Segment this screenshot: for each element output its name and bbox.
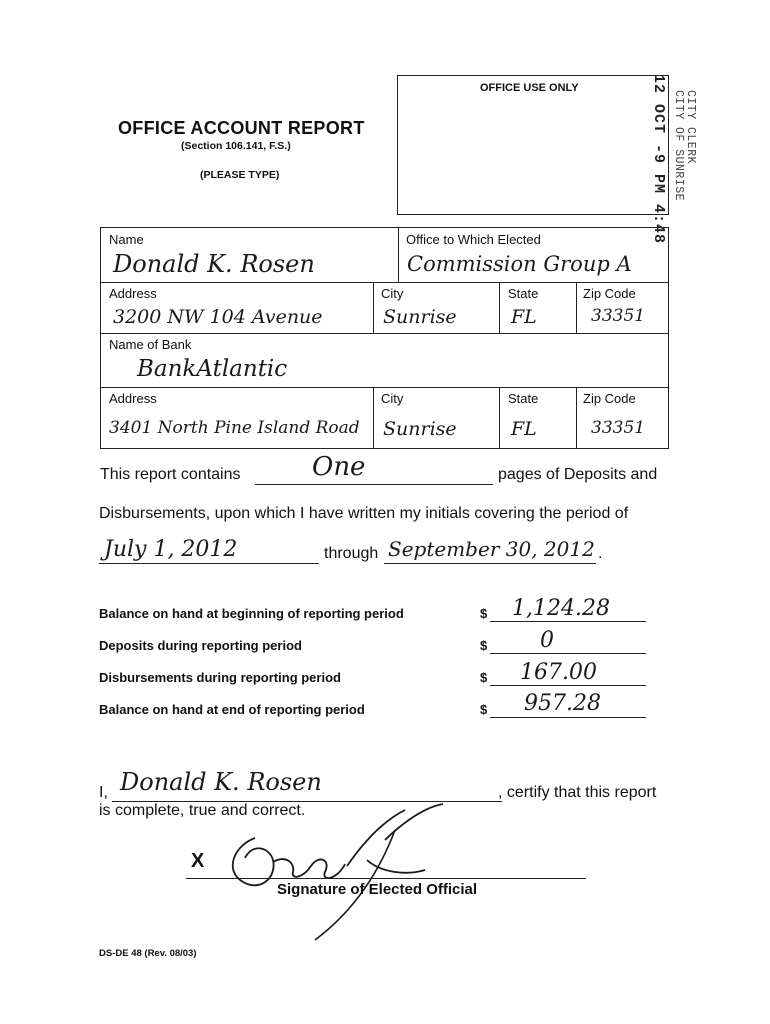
city-value[interactable]: Sunrise (383, 306, 457, 328)
period-end-value[interactable]: September 30, 2012 (388, 537, 595, 561)
report-contains-prefix: This report contains (100, 466, 241, 483)
certify-name-value[interactable]: Donald K. Rosen (120, 768, 322, 796)
bank-city-value[interactable]: Sunrise (383, 418, 457, 440)
bank-state-value[interactable]: FL (511, 418, 537, 440)
office-use-label: OFFICE USE ONLY (480, 82, 579, 94)
certify-suffix: , certify that this report (498, 784, 657, 801)
disbursements-value[interactable]: 167.00 (520, 660, 597, 685)
grid-rule (576, 387, 577, 449)
grid-rule (101, 387, 668, 388)
currency-symbol: $ (480, 670, 488, 685)
report-contains-suffix: pages of Deposits and (498, 466, 658, 483)
zip-value[interactable]: 33351 (591, 306, 646, 326)
currency-symbol: $ (480, 702, 488, 717)
deposits-label: Deposits during reporting period (99, 638, 302, 653)
info-grid (100, 227, 669, 449)
pages-underline (255, 484, 493, 485)
bank-zip-value[interactable]: 33351 (591, 418, 646, 438)
city-label: City (381, 286, 404, 301)
ending-balance-underline (490, 717, 646, 718)
zip-label: Zip Code (583, 286, 636, 301)
bank-address-value[interactable]: 3401 North Pine Island Road (109, 418, 360, 438)
deposits-value[interactable]: 0 (540, 628, 554, 653)
received-date-stamp: 12 OCT -9 PM 4:48 (650, 74, 667, 245)
bank-name-value[interactable]: BankAtlantic (137, 356, 288, 382)
page-title: OFFICE ACCOUNT REPORT (118, 118, 365, 138)
handwritten-signature[interactable] (215, 800, 465, 945)
period-start-value[interactable]: July 1, 2012 (104, 537, 238, 562)
name-label: Name (109, 232, 144, 247)
type-instruction: (PLEASE TYPE) (200, 169, 280, 181)
ending-balance-value[interactable]: 957.28 (524, 691, 601, 716)
currency-symbol: $ (480, 606, 488, 621)
grid-rule (576, 282, 577, 333)
beginning-balance-value[interactable]: 1,124.28 (512, 596, 610, 621)
disbursements-label: Disbursements during reporting period (99, 670, 341, 685)
signature-x-mark: X (191, 850, 205, 872)
bank-name-label: Name of Bank (109, 337, 192, 352)
statute-reference: (Section 106.141, F.S.) (181, 140, 291, 152)
state-label: State (508, 286, 539, 301)
city-clerk-stamp (672, 90, 696, 201)
grid-rule (373, 282, 374, 333)
deposits-underline (490, 653, 646, 654)
grid-rule (499, 387, 500, 449)
disbursements-underline (490, 685, 646, 686)
bank-state-label: State (508, 391, 539, 406)
period-start-underline (99, 563, 319, 564)
stamp-line-clerk: CITY CLERK (684, 90, 697, 165)
office-elected-value[interactable]: Commission Group A (407, 252, 632, 276)
grid-rule (101, 333, 668, 334)
name-value[interactable]: Donald K. Rosen (113, 250, 315, 278)
bank-address-label: Address (109, 391, 157, 406)
certify-prefix: I, (99, 784, 108, 801)
address-label: Address (109, 286, 157, 301)
through-label: through (324, 545, 379, 562)
report-line-2: Disbursements, upon which I have written my initials covering the period of (99, 505, 629, 522)
ending-balance-label: Balance on hand at end of reporting period (99, 702, 365, 717)
form-number: DS-DE 48 (Rev. 08/03) (99, 948, 197, 959)
grid-rule (101, 282, 668, 283)
beginning-balance-underline (490, 621, 646, 622)
address-value[interactable]: 3200 NW 104 Avenue (113, 306, 323, 328)
certify-line-2: is complete, true and correct. (99, 802, 306, 819)
bank-zip-label: Zip Code (583, 391, 636, 406)
currency-symbol: $ (480, 638, 488, 653)
grid-rule (398, 228, 399, 282)
bank-city-label: City (381, 391, 404, 406)
grid-rule (373, 387, 374, 449)
grid-rule (499, 282, 500, 333)
period-end-punctuation: . (598, 545, 603, 562)
beginning-balance-label: Balance on hand at beginning of reporting period (99, 606, 404, 621)
period-end-underline (384, 563, 596, 564)
stamp-line-city: CITY OF SUNRISE (672, 90, 685, 202)
office-elected-label: Office to Which Elected (406, 232, 541, 247)
office-use-box (397, 75, 669, 215)
pages-value[interactable]: One (312, 452, 366, 482)
state-value[interactable]: FL (511, 306, 537, 328)
signature-label: Signature of Elected Official (277, 881, 478, 898)
